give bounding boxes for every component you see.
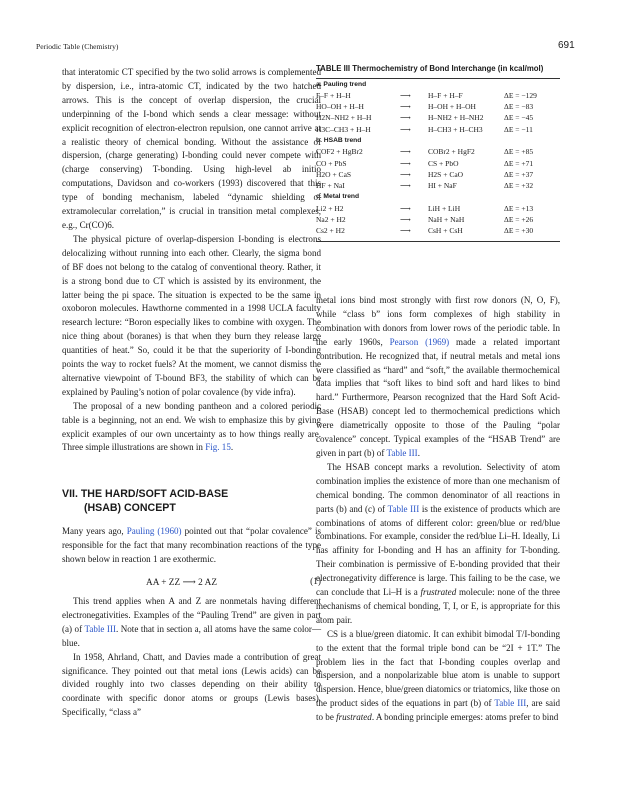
paragraph [316,294,560,461]
table-iii-link[interactable]: Table III [494,698,527,709]
products: H2S + CaO [428,169,464,179]
reactants: COF2 + HgBr2 [316,147,363,157]
text: . Note that in section a, all atoms have the same color—blue. [62,623,321,648]
products: HI + NaF [428,181,457,191]
delta-e: ΔE = +71 [504,158,534,168]
reactants: HF + NaI [316,181,345,191]
arrow: ⟶ [400,147,411,157]
pauling-1960-link[interactable]: Pauling (1960) [126,526,182,536]
text: . A bonding principle emerges: atoms prefer to bind [371,712,559,723]
text: This trend applies when A and Z are nonmetals having different electronegativities. Examples of the “Pauling Trend” are given in part (a) of [62,596,321,634]
delta-e: ΔE = +37 [504,169,534,179]
text: , are said to be [316,698,561,723]
delta-e: ΔE = +13 [504,203,534,213]
table-row [316,214,560,225]
table-row [316,90,560,101]
table-bottom-rule [316,241,560,242]
emphasis: frustrated [336,712,372,723]
products: CsH + CsH [428,226,463,236]
reactants: H3C–CH3 + H–H [316,124,371,134]
table-row [316,101,560,112]
table-section-label: c. Metal trend [316,193,360,201]
table-iii [316,64,560,242]
delta-e: ΔE = +30 [504,226,534,236]
arrow: ⟶ [400,90,411,100]
table-section-label: b. HSAB trend [316,136,362,144]
pearson-1969-link[interactable]: Pearson (1969) [389,336,450,347]
equation-body: AA + ZZ ⟶ 2 AZ [146,578,217,588]
delta-e: ΔE = −83 [504,102,534,112]
paragraph [62,595,321,651]
products: H–NH2 + H–NH2 [428,113,484,123]
table-row [316,158,560,169]
section-title-line1: VII. THE HARD/SOFT ACID-BASE [62,488,229,500]
table-row [316,124,560,135]
table-row [316,146,560,157]
products: CS + PbO [428,158,459,168]
products: H–OH + H–OH [428,102,476,112]
products: H–CH3 + H–CH3 [428,124,483,134]
arrow: ⟶ [400,124,411,134]
paragraph: In 1958, Ahrland, Chatt, and Davies made a contribution of great significance. They pointed out that metal ions (Lewis acids) can be divided roughly into two classes depending on their ability to coordinate with specific donor atoms or groups (Lewis bases). Specifically, “class a” [62,651,321,718]
left-column [62,66,321,455]
arrow: ⟶ [400,181,411,191]
fig-15-link[interactable]: Fig. 15 [205,442,231,453]
text: The HSAB concept marks a revolution. Selectivity of atom combination implies the existence of more than one mechanism of chemical bonding. The common denominator of all reactions in parts (b) and (c) of [316,461,560,514]
right-column [316,294,560,725]
delta-e: ΔE = −45 [504,113,534,123]
arrow: ⟶ [400,113,411,123]
table-section-c [316,191,560,236]
arrow: ⟶ [400,215,411,225]
table-row [316,203,560,214]
section-title-line2: (HSAB) CONCEPT [84,502,176,514]
equation-number: (1) [310,577,321,587]
table-section-label: a. Pauling trend [316,80,367,88]
text: metal ions bind most strongly with first row donors (N, O, F), while “class b” ions form complexes of high stability in combination with donors from lower rows of the periodic table. In the early 1960s, [316,295,560,347]
arrow: ⟶ [400,226,411,236]
text: is the existence of products which are combinations of atoms of different color: green/blue or red/blue combinations. For example, consider the red/blue Li–H. Ideally, Li has affinity for I-bonding and H has an affinity for T-bonding. Their combination is permissive of E-bonding provided that their electronegativity difference is large. This failing to be the case, we can conclude that Li–H is a [316,503,561,598]
reactants: H2O + CaS [316,169,352,179]
arrow: ⟶ [400,169,411,179]
reactants: H2N–NH2 + H–H [316,113,372,123]
text: The proposal of a new bonding pantheon and a colored periodic table is a beginning, not an end. We wish to emphasize this by giving explicit examples of our own uncertainty as to how things really are. Three simple illustrations are shown in [62,400,321,453]
paragraph [62,400,321,456]
reactants: Cs2 + H2 [316,226,345,236]
paragraph [62,525,321,567]
emphasis: frustrated [420,587,457,598]
arrow: ⟶ [400,158,411,168]
delta-e: ΔE = +26 [504,215,534,225]
text: molecule: none of the three mechanisms of chemical bonding, T, I, or E, is appropriate for this atom pair. [316,587,560,625]
products: NaH + NaH [428,215,465,225]
text: made a related important contribution. He recognized that, if neutral metals and metal ions were classified as “hard” and “soft,” the available thermochemical data implies that “soft likes to bind soft and hard likes to bind hard.” Furthermore, Pearson recognized that the Hard Soft Acid-Base (HSAB) concept led to thermochemical predictions which were diametrically opposite to those of the Pauling “polar covalence” concept. Typical examples of the “HSAB Trend” are given in part (b) of [316,336,561,458]
reactants: Na2 + H2 [316,215,346,225]
reactants: HO–OH + H–H [316,102,364,112]
paragraph: The physical picture of overlap-dispersion I-bonding is electrons delocalizing without running into each other. Clearly, the sigma bond of BF does not belong to the catalog of conventional theory. Rather, it is a strong bond due to CT which is assisted by its environment, the latter being the pi space. The situation is expected to be the same in oxoboron molecules. Hawthorne commented in a 1998 UCLA faculty research lecture: “Boron especially likes to combine with oxygen. The nice thing about (boranes) is that when they burn they release large quantities of heat.” So, could it be that the superiority of I-bonding points the way to rocket fuels? At the moment, we cannot dismiss the alternative viewpoint of T-bound BF3, the stability of which can be explained by Pauling’s notion of polar covalence (by vide infra). [62,233,321,397]
table-section-a [316,79,560,135]
table-iii-link[interactable]: Table III [84,623,116,634]
delta-e: ΔE = +85 [504,147,534,157]
delta-e: ΔE = +32 [504,181,534,191]
section-intro [62,525,321,567]
table-title: TABLE III Thermochemistry of Bond Interchange (in kcal/mol) [316,64,544,73]
section-heading [62,487,321,515]
arrow: ⟶ [400,102,411,112]
running-header: Periodic Table (Chemistry) [36,42,119,51]
products: LiH + LiH [428,203,461,213]
table-section-b [316,135,560,191]
text: . [230,442,234,453]
left-column-lower [62,595,321,720]
products: COBr2 + HgF2 [428,147,475,157]
page-number: 691 [558,40,575,51]
products: H–F + H–F [428,90,463,100]
text: CS is a blue/green diatomic. It can exhibit bimodal T/I-bonding to the extent that the formal triple bond can be “2I + 1T.” The problem lies in the fact that I-bonding couples overlap and dispersion, and a nonpolarizable blue atom is unable to support dispersion. Hence, blue/green diatomics or triatomics, like those on the product sides of the equations in part (b) of [316,628,560,709]
text: pointed out that “polar covalence” is responsible for the fact that many recombination reactions of the type shown below in reaction 1 are exothermic. [62,526,321,564]
delta-e: ΔE = −129 [504,90,537,100]
paragraph [316,628,560,725]
reactants: F–F + H–H [316,90,351,100]
delta-e: ΔE = −11 [504,124,533,134]
reactants: CO + PbS [316,158,347,168]
reactants: Li2 + H2 [316,203,344,213]
text: Many years ago, [62,526,127,536]
paragraph: that interatomic CT specified by the two solid arrows is complemented by dispersion, i.e., intra-atomic CT, indicated by the two hatched arrows. This is the concept of overlap dispersion, the crucial underpinning of the I-bond which sends a clear message: without explicit recognition of electron-electron repulsion, one cannot arrive at a realistic theory of chemical bonding. Without the assistance of dispersion, (charge generating) I-bonding could never compete with (charge conserving) T-bonding. Using high-level ab initio computations, Davidson and co-workers (1993) discovered that this type of bonding mechanism, labeled “dynamic shielding of extramolecular correlation,” is crucial in transition metal complexes, e.g., Cr(CO)6. [62,67,321,230]
table-iii-link[interactable]: Table III [386,447,418,458]
arrow: ⟶ [400,203,411,213]
table-iii-link[interactable]: Table III [387,503,420,514]
table-row [316,225,560,236]
table-row [316,169,560,180]
table-row [316,112,560,123]
paragraph [316,461,560,628]
text: . [417,447,420,458]
table-row [316,180,560,191]
